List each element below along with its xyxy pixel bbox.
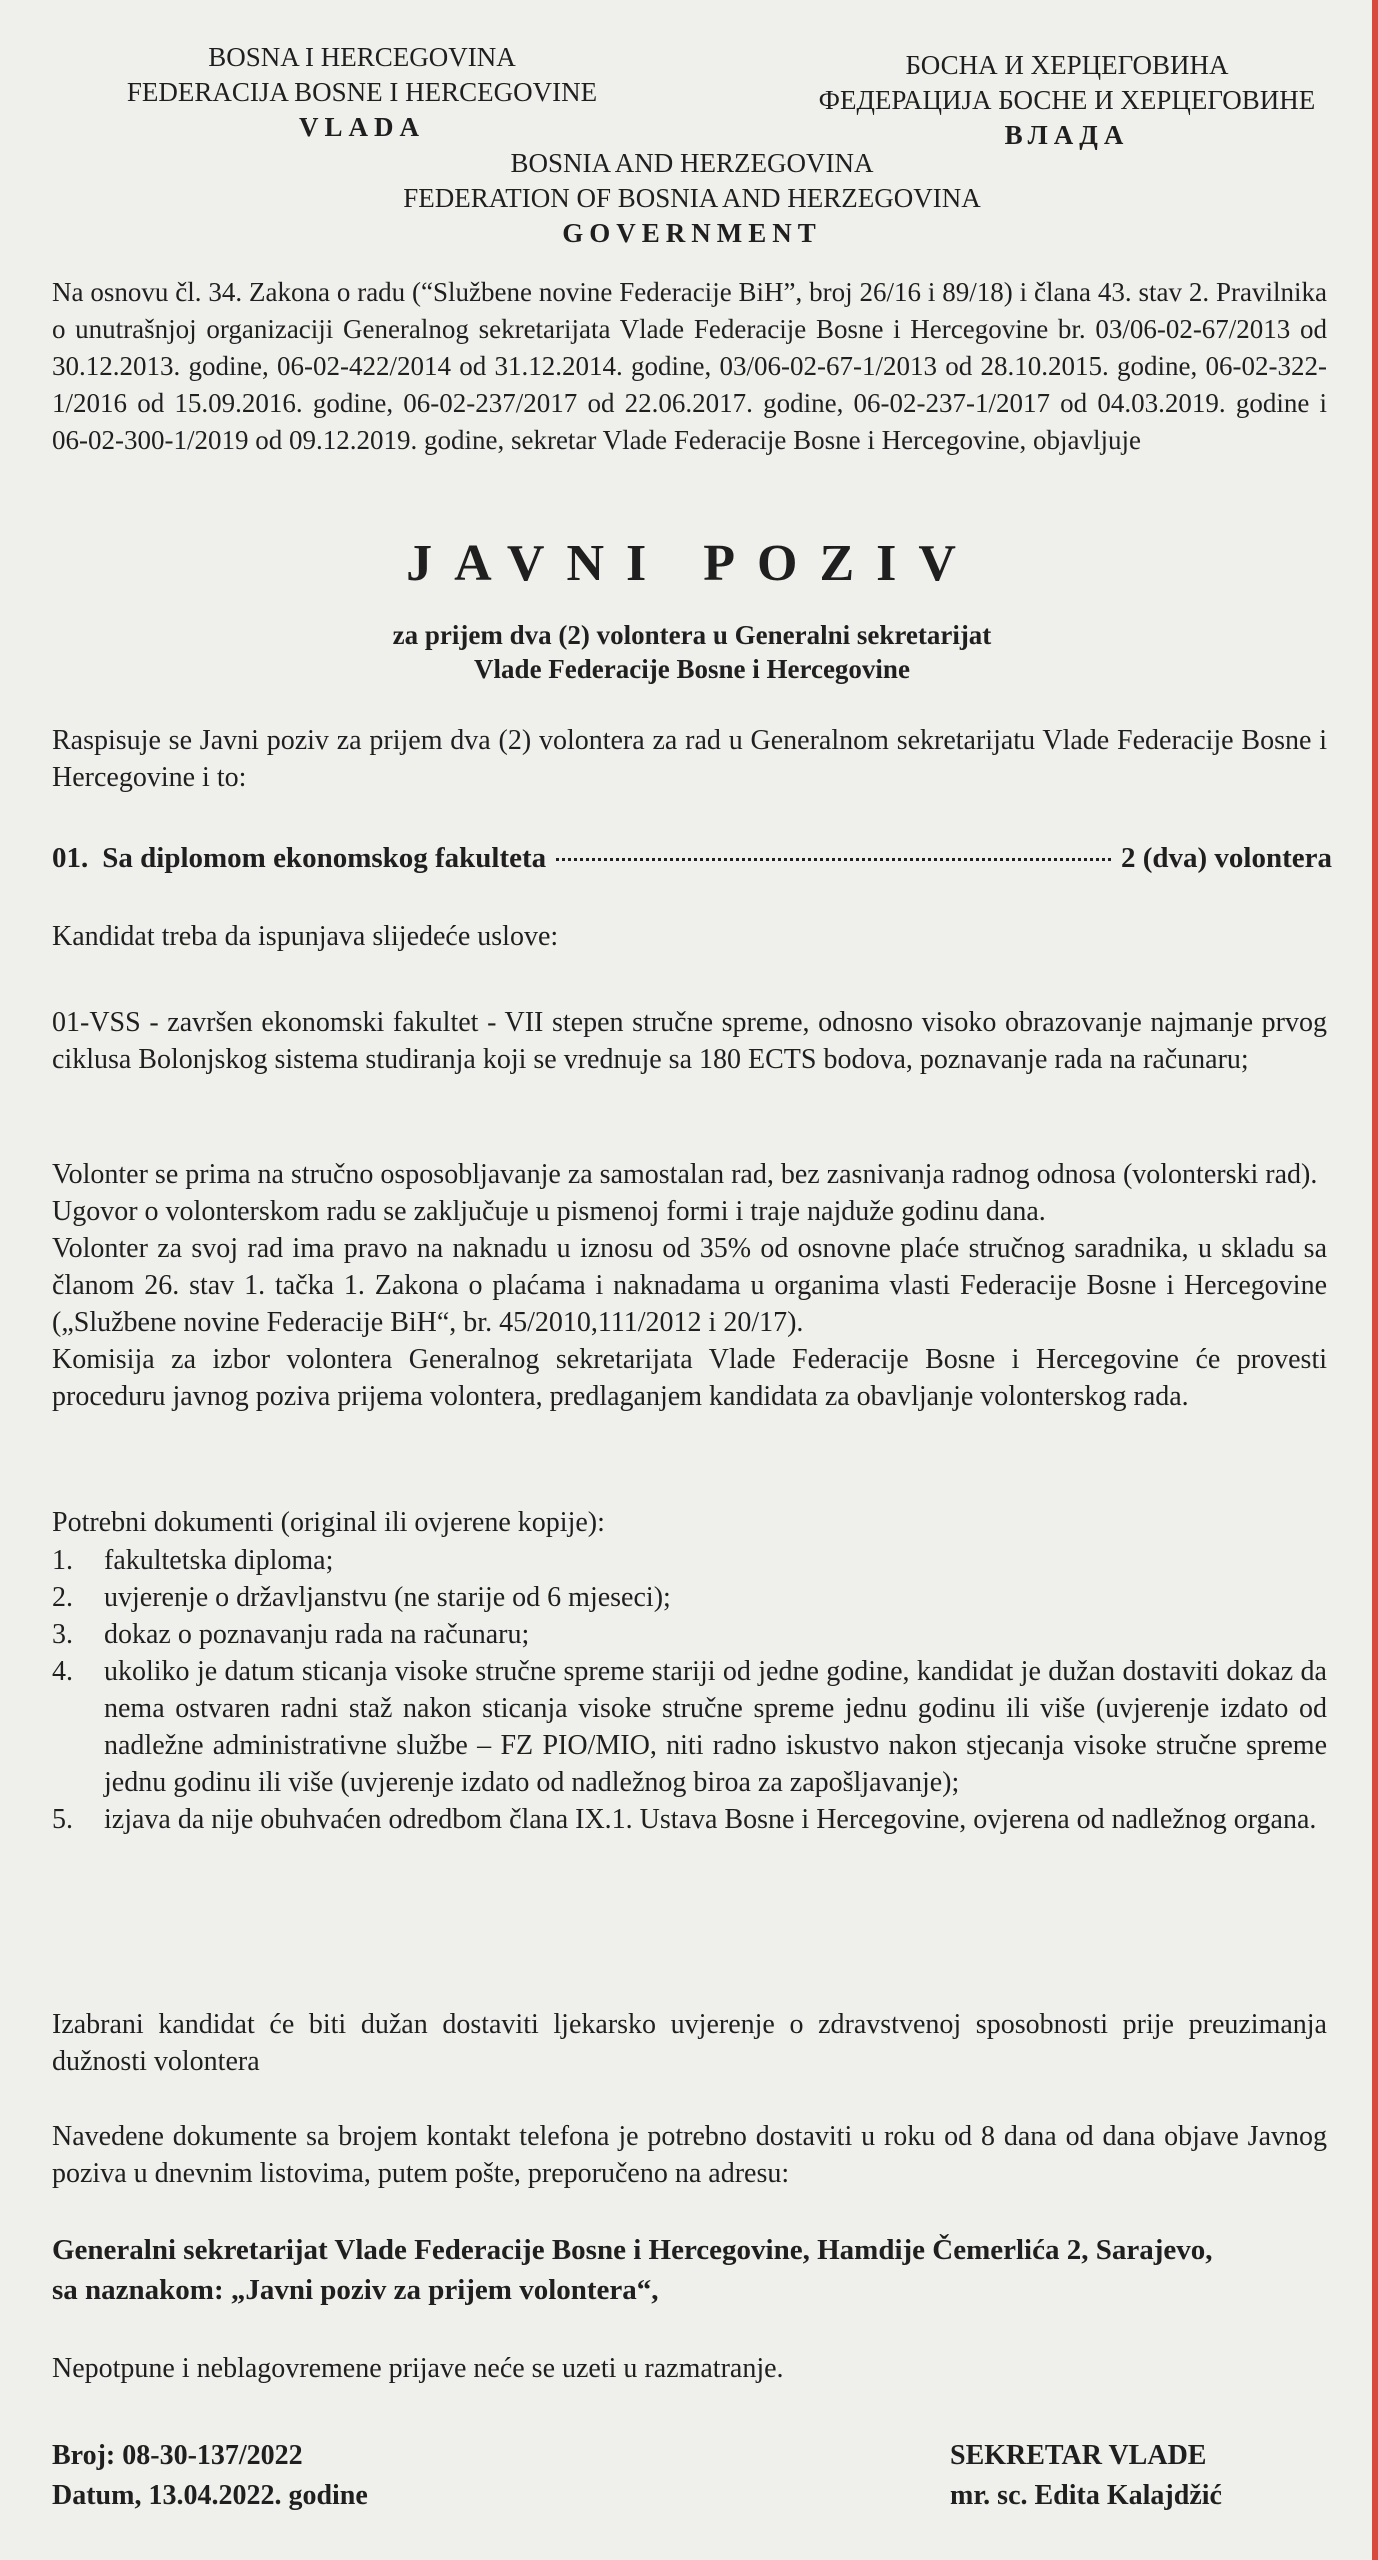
documents-list xyxy=(52,1542,1327,1838)
header-line: BOSNIA AND HERZEGOVINA xyxy=(510,148,874,178)
dot-leader xyxy=(556,858,1111,861)
position-label: Sa diplomom ekonomskog fakulteta xyxy=(102,842,547,874)
docs-intro: Potrebni dokumenti (original ili ovjerene kopije): xyxy=(52,1507,605,1538)
subtitle-line: za prijem dva (2) volontera u Generalni sekretarijat xyxy=(392,620,992,650)
signatory-name: mr. sc. Edita Kalajdžić xyxy=(950,2480,1222,2511)
intro-paragraph: Na osnovu čl. 34. Zakona o radu (“Službene novine Federacije BiH”, broj 26/16 i 89/18) i člana 43. stav 2. Pravilnika o unutrašnjoj organizaciji Generalnog sekretarijata Vlade Federacije Bosne i Hercegovine br. 03/06-02-67/2013 od 30.12.2013. godine, 06-02-422/2014 od 31.12.2014. godine, 03/06-02-67-1/2013 od 28.10.2015. godine, 06-02-322-1/2016 od 15.09.2016. godine, 06-02-237/2017 od 22.06.2017. godine, 06-02-237-1/2017 od 04.03.2019. godine i 06-02-300-1/2019 od 09.12.2019. godine, sekretar Vlade Federacije Bosne i Hercegovine, objavljuje xyxy=(52,277,1327,455)
list-item: 3. dokaz o poznavanju rada na računaru; xyxy=(52,1619,530,1650)
header-english xyxy=(52,146,1332,251)
signatory-role: SEKRETAR VLADE xyxy=(950,2440,1207,2471)
terms-line: Volonter se prima na stručno osposobljavanje za samostalan rad, bez zasnivanja radnog odnosa (volonterski rad). xyxy=(52,1159,1318,1190)
address-line: Generalni sekretarijat Vlade Federacije Bosne i Hercegovine, Hamdije Čemerlića 2, Sarajevo, xyxy=(52,2234,1213,2266)
announce-paragraph: Raspisuje se Javni poziv za prijem dva (2) volontera za rad u Generalnom sekretarijatu Vlade Federacije Bosne i Hercegovine i to: xyxy=(52,725,1327,793)
address-block xyxy=(52,2230,1327,2310)
delivery-paragraph: Navedene dokumente sa brojem kontakt telefona je potrebno dostaviti u roku od 8 dana od dana objave Javnog poziva u dnevnim listovima, putem pošte, preporučeno na adresu: xyxy=(52,2121,1327,2189)
conditions-intro: Kandidat treba da ispunjava slijedeće uslove: xyxy=(52,921,559,952)
header-line: VLADA xyxy=(298,112,425,142)
reference-number: Broj: 08-30-137/2022 xyxy=(52,2440,303,2471)
reference-date: Datum, 13.04.2022. godine xyxy=(52,2480,368,2511)
medical-paragraph: Izabrani kandidat će biti dužan dostaviti ljekarsko uvjerenje o zdravstvenoj sposobnosti prije preuzimanja dužnosti volontera xyxy=(52,2009,1327,2077)
header-line: FEDERATION OF BOSNIA AND HERZEGOVINA xyxy=(403,183,981,213)
header-line: BOSNA I HERCEGOVINA xyxy=(208,42,516,72)
header-line: ФЕДЕРАЦИЈА БОСНЕ И ХЕРЦЕГОВИНЕ xyxy=(818,85,1316,115)
terms-line: Volonter za svoj rad ima pravo na naknadu u iznosu od 35% od osnovne plaće stručnog saradnika, u skladu sa članom 26. stav 1. tačka 1. Zakona o plaćama i naknadama u organima vlasti Federacije Bosne i Hercegovine („Službene novine Federacije BiH“, br. 45/2010,111/2012 i 20/17). xyxy=(52,1233,1327,1338)
list-item: 1. fakultetska diploma; xyxy=(52,1545,334,1576)
position-number: 01. xyxy=(52,842,89,874)
subtitle xyxy=(52,618,1332,686)
terms-line: Ugovor o volonterskom radu se zaključuje u pismenoj formi i traje najduže godinu dana. xyxy=(52,1196,1046,1227)
header-latin xyxy=(82,40,642,145)
list-item: 2. uvjerenje o državljanstvu (ne starije od 6 mjeseci); xyxy=(52,1582,671,1613)
page-title: JAVNI POZIV xyxy=(406,535,978,592)
conditions-paragraph: 01-VSS - završen ekonomski fakultet - VII stepen stručne spreme, odnosno visoko obrazovanje najmanje prvog ciklusa Bolonjskog sistema studiranja koji se vrednuje sa 180 ECTS bodova, poznavanje rada na računaru; xyxy=(52,1007,1327,1075)
position-item xyxy=(52,842,1332,875)
header-line: БОСНА И ХЕРЦЕГОВИНА xyxy=(905,50,1229,80)
incomplete-notice: Nepotpune i neblagovremene prijave neće se uzeti u razmatranje. xyxy=(52,2353,784,2384)
terms-line: Komisija za izbor volontera Generalnog sekretarijata Vlade Federacije Bosne i Hercegovine će provesti proceduru javnog poziva prijema volontera, predlaganjem kandidata za obavljanje volonterskog rada. xyxy=(52,1344,1327,1412)
signature-block xyxy=(950,2436,1222,2516)
header-line: ВЛАДА xyxy=(1004,120,1130,150)
header-line: GOVERNMENT xyxy=(562,218,822,248)
header-line: FEDERACIJA BOSNE I HERCEGOVINE xyxy=(126,77,598,107)
document-reference xyxy=(52,2436,368,2516)
position-count: 2 (dva) volontera xyxy=(1120,842,1332,874)
terms-block xyxy=(52,1156,1327,1415)
page-edge-line xyxy=(1372,0,1378,2560)
list-item: 5. izjava da nije obuhvaćen odredbom člana IX.1. Ustava Bosne i Hercegovine, ovjerena od nadležnog organa. xyxy=(52,1804,1317,1835)
header-cyrillic xyxy=(787,48,1347,153)
list-item: 4. ukoliko je datum sticanja visoke stručne spreme stariji od jedne godine, kandidat je dužan dostaviti dokaz da nema ostvaren radni staž nakon sticanja visoke stručne spreme jednu godinu ili više (uvjerenje izdato od nadležne administrativne službe – FZ PIO/MIO, niti radno iskustvo nakon stjecanja visoke stručne spreme jednu godinu ili više (uvjerenje izdato od nadležnog biroa za zapošljavanje); xyxy=(52,1656,1327,1798)
subtitle-line: Vlade Federacije Bosne i Hercegovine xyxy=(474,654,910,684)
address-line: sa naznakom: „Javni poziv za prijem volontera“, xyxy=(52,2274,659,2306)
